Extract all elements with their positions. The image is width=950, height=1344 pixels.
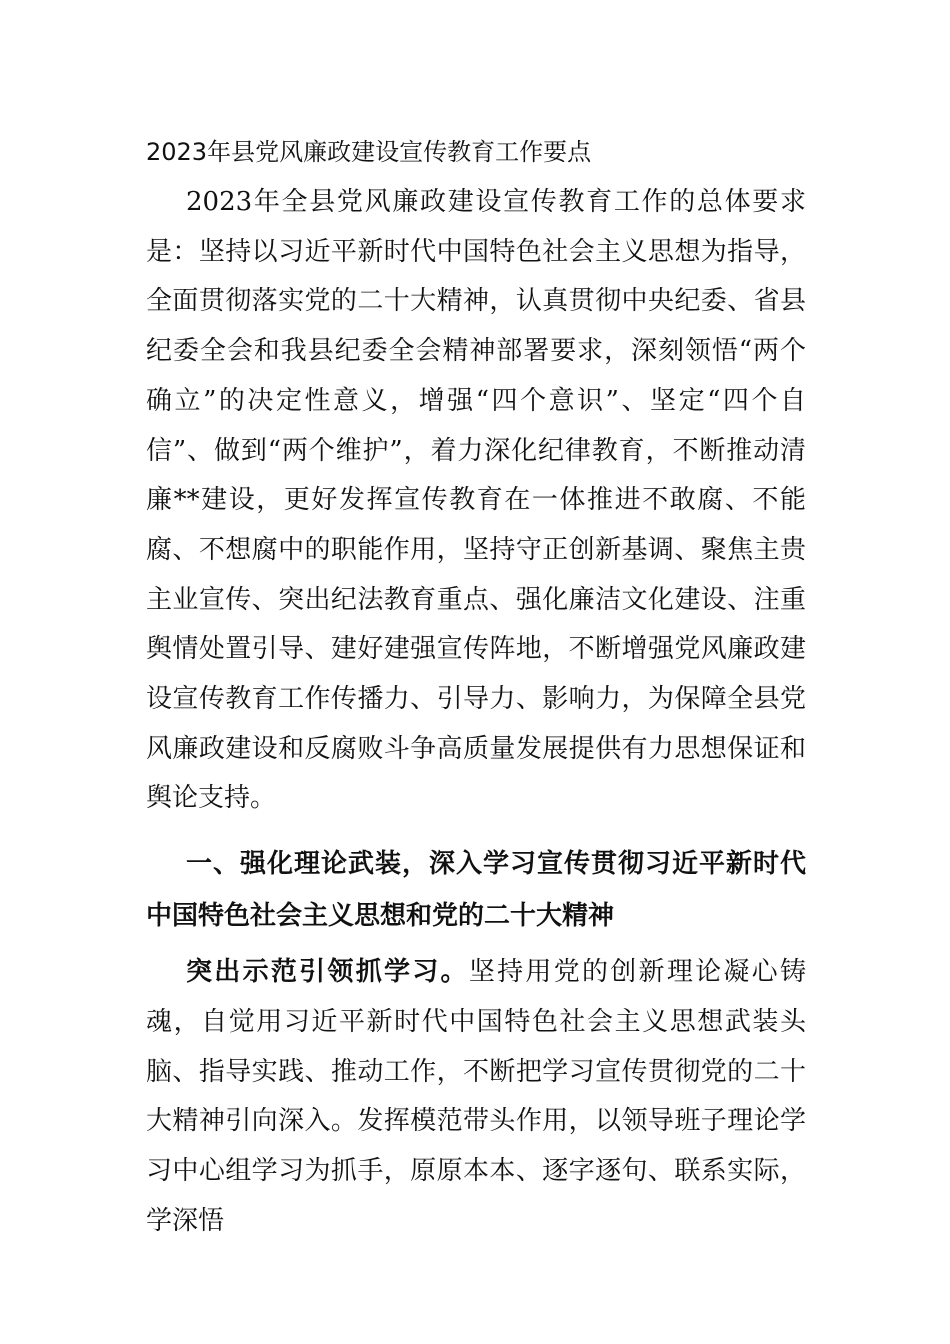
section-paragraph [146,948,806,1246]
document-title: 2023年县党风廉政建设宣传教育工作要点 [146,138,592,166]
intro-paragraph: 2023年全县党风廉政建设宣传教育工作的总体要求是：坚持以习近平新时代中国特色社会主义思想为指导，全面贯彻落实党的二十大精神，认真贯彻中央纪委、省县纪委全会和我县纪委全会精神部署要求，深刻领悟“两个确立”的决定性意义，增强“四个意识”、坚定“四个自信”、做到“两个维护”，着力深化纪律教育，不断推动清廉**建设，更好发挥宣传教育在一体推进不敢腐、不能腐、不想腐中的职能作用，坚持守正创新基调、聚焦主贵主业宣传、突出纪法教育重点、强化廉洁文化建设、注重舆情处置引导、建好建强宣传阵地，不断增强党风廉政建设宣传教育工作传播力、引导力、影响力，为保障全县党风廉政建设和反腐败斗争高质量发展提供有力思想保证和舆论支持。 [146,187,806,814]
document-page [146,126,806,1246]
paragraph-lead: 突出示范引领抓学习。 [186,957,469,988]
section-heading: 一、强化理论武装，深入学习宣传贯彻习近平新时代中国特色社会主义思想和党的二十大精神 [146,849,806,932]
paragraph-body: 坚持用党的创新理论凝心铸魂，自觉用习近平新时代中国特色社会主义思想武装头脑、指导实践、推动工作，不断把学习宣传贯彻党的二十大精神引向深入。发挥模范带头作用，以领导班子理论学习中心组学习为抓手，原原本本、逐字逐句、联系实际，学深悟 [146,957,806,1236]
